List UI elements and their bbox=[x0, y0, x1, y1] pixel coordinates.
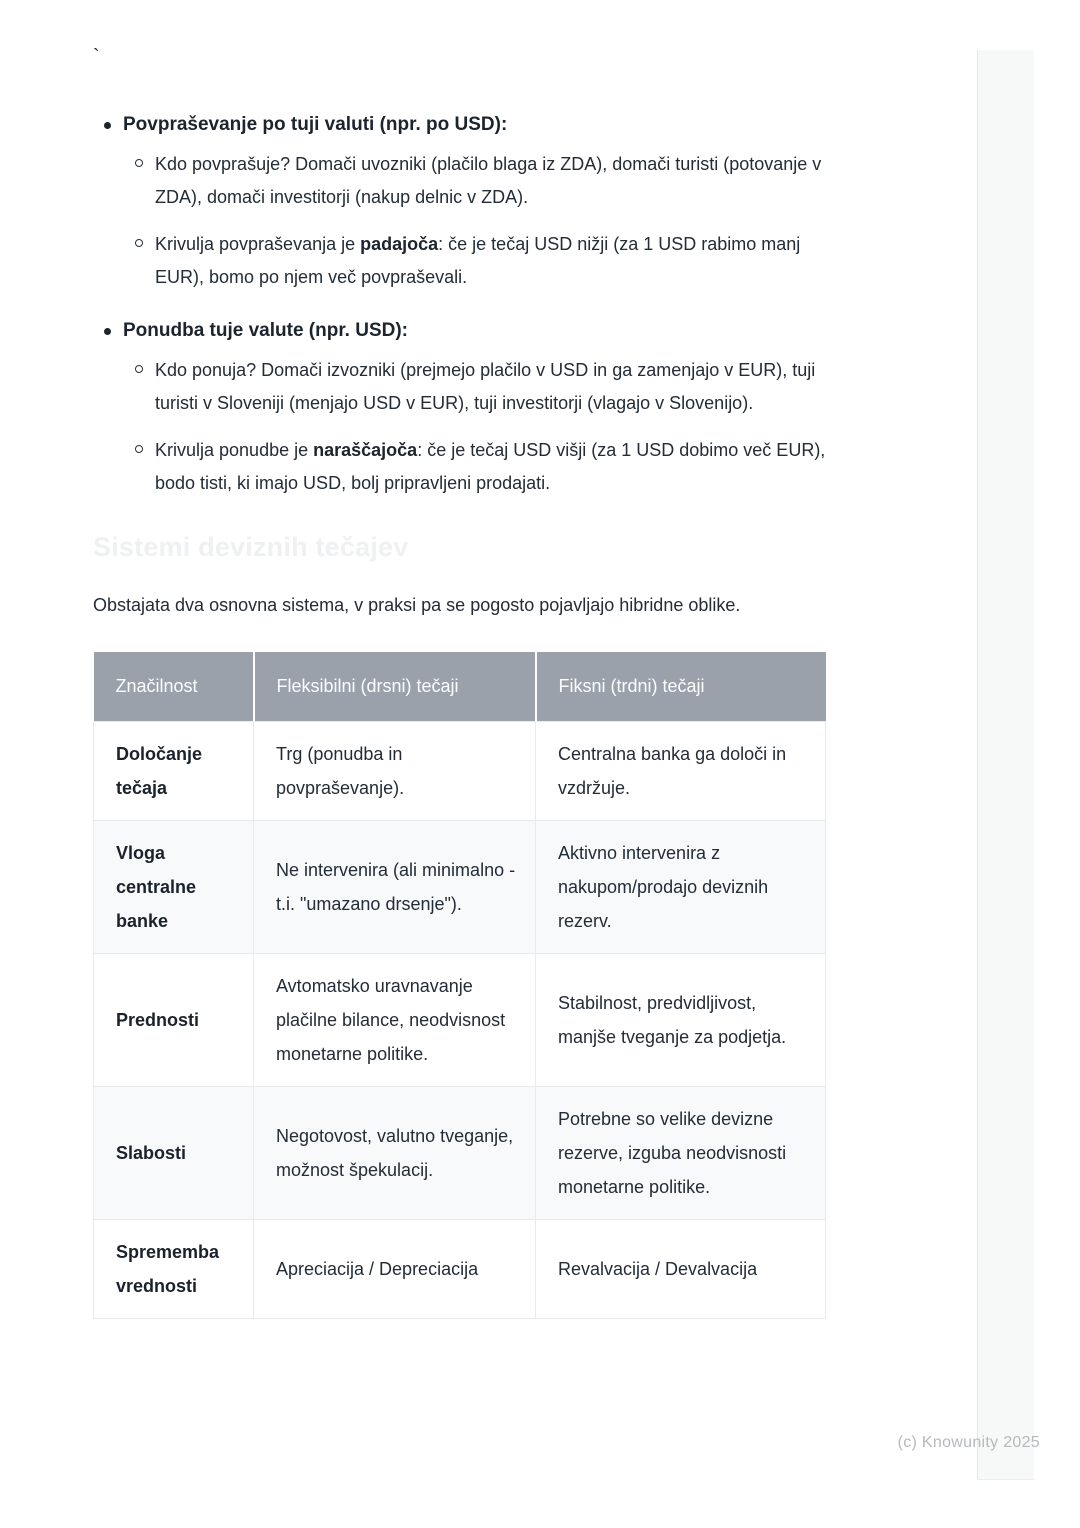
scrollbar-track[interactable] bbox=[977, 50, 1034, 1480]
list-item-text bbox=[155, 354, 827, 420]
table-row bbox=[94, 1087, 826, 1220]
list-item bbox=[135, 228, 827, 294]
section-heading-faded: Sistemi deviznih tečajev bbox=[93, 532, 409, 562]
cell-flexible: Apreciacija / Depreciacija bbox=[254, 1220, 536, 1319]
row-label: Sprememba vrednosti bbox=[94, 1220, 254, 1319]
column-header-fixed: Fiksni (trdni) tečaji bbox=[536, 652, 826, 722]
bullet-dot-icon bbox=[104, 328, 111, 335]
open-bullet-icon bbox=[135, 445, 143, 453]
bullet-title-text: Ponudba tuje valute (npr. USD): bbox=[123, 320, 409, 341]
text-bold: padajoča bbox=[360, 234, 439, 254]
list-item-text bbox=[155, 434, 827, 500]
cell-flexible: Avtomatsko uravnavanje plačilne bilance, neodvisnost monetarne politike. bbox=[254, 954, 536, 1087]
bullet-title-text: Povpraševanje po tuji valuti (npr. po USD): bbox=[123, 114, 508, 135]
open-bullet-icon bbox=[135, 239, 143, 247]
list-item-text bbox=[155, 148, 827, 214]
cell-fixed: Potrebne so velike devizne rezerve, izguba neodvisnosti monetarne politike. bbox=[536, 1087, 826, 1220]
text-pre: Krivulja povpraševanja je bbox=[155, 234, 361, 254]
bullet-dot-icon bbox=[104, 122, 111, 129]
column-header-characteristic: Značilnost bbox=[94, 652, 254, 722]
text-pre: Kdo ponuja? Domači izvozniki (prejmejo plačilo v USD in ga zamenjajo v EUR), tuji turisti v Sloveniji (menjajo USD v EUR), tuji investitorji (vlagajo v Slovenijo). bbox=[155, 360, 816, 413]
bullet-group-supply bbox=[93, 318, 827, 500]
row-label: Slabosti bbox=[94, 1087, 254, 1220]
cell-flexible: Trg (ponudba in povpraševanje). bbox=[254, 722, 536, 821]
stray-backtick-char: ` bbox=[93, 46, 100, 68]
bullet-group-demand bbox=[93, 112, 827, 294]
table-row bbox=[94, 954, 826, 1087]
list-item bbox=[135, 354, 827, 420]
cell-fixed: Centralna banka ga določi in vzdržuje. bbox=[536, 722, 826, 821]
exchange-rate-comparison-table bbox=[93, 652, 826, 1319]
cell-flexible: Ne intervenira (ali minimalno - t.i. "umazano drsenje"). bbox=[254, 821, 536, 954]
table-header-row bbox=[94, 652, 826, 722]
text-pre: Krivulja ponudbe je bbox=[155, 440, 314, 460]
table-row bbox=[94, 722, 826, 821]
table-row bbox=[94, 821, 826, 954]
cell-fixed: Revalvacija / Devalvacija bbox=[536, 1220, 826, 1319]
bullet-title-supply bbox=[93, 318, 827, 344]
list-item bbox=[135, 148, 827, 214]
text-pre: Kdo povprašuje? Domači uvozniki (plačilo blaga iz ZDA), domači turisti (potovanje v ZDA), domači investitorji (nakup delnic v ZDA). bbox=[155, 154, 822, 207]
section-intro-paragraph: Obstajata dva osnovna sistema, v praksi pa se pogosto pojavljajo hibridne oblike. bbox=[93, 595, 741, 615]
cell-flexible: Negotovost, valutno tveganje, možnost špekulacij. bbox=[254, 1087, 536, 1220]
list-item-text bbox=[155, 228, 827, 294]
text-bold: naraščajoča bbox=[313, 440, 418, 460]
row-label: Prednosti bbox=[94, 954, 254, 1087]
open-bullet-icon bbox=[135, 159, 143, 167]
list-item bbox=[135, 434, 827, 500]
document-body bbox=[93, 112, 827, 1319]
cell-fixed: Aktivno intervenira z nakupom/prodajo deviznih rezerv. bbox=[536, 821, 826, 954]
cell-fixed: Stabilnost, predvidljivost, manjše tveganje za podjetja. bbox=[536, 954, 826, 1087]
bullet-title-demand bbox=[93, 112, 827, 138]
text-post: : če je tečaj USD višji (za 1 USD dobimo več EUR), bodo tisti, ki imajo USD, bolj pripravljeni prodajati. bbox=[155, 440, 826, 493]
column-header-flexible: Fleksibilni (drsni) tečaji bbox=[254, 652, 536, 722]
copyright-watermark: (c) Knowunity 2025 bbox=[897, 1434, 1040, 1451]
open-bullet-icon bbox=[135, 365, 143, 373]
text-post: : če je tečaj USD nižji (za 1 USD rabimo manj EUR), bomo po njem več povpraševali. bbox=[155, 234, 801, 287]
row-label: Vloga centralne banke bbox=[94, 821, 254, 954]
row-label: Določanje tečaja bbox=[94, 722, 254, 821]
table-row bbox=[94, 1220, 826, 1319]
